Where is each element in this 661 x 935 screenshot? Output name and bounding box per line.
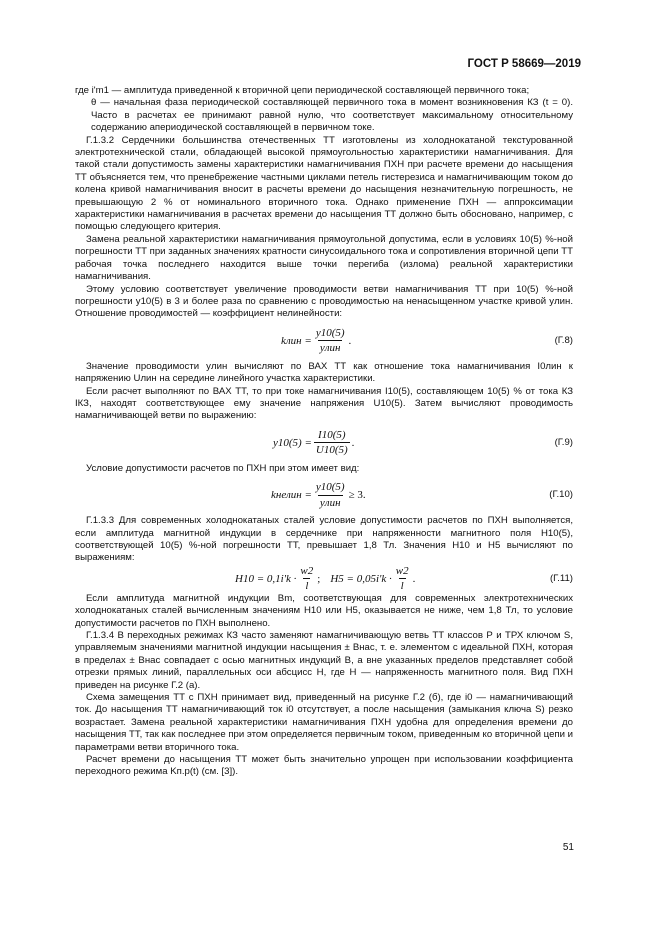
paragraph-g134: Г.1.3.4 В переходных режимах КЗ часто заменяют намагничивающую ветвь ТТ классов Р и ТРХ ключом S, управляемым значениями магнитной индукции насыщения ± Bнас, т. е. элементом с идеальной ПХН, которая в пределах ± Bнас совпадает с осью магнитных индукций B, а вне указанных пределов представляет собой отрезки прямых линий, параллельных оси абсцисс H, где H — напряженность магнитного поля. Вид ПХН приведен на рисунке Г.2 (а). bbox=[75, 630, 573, 691]
paragraph-znach: Значение проводимости yлин вычисляют по ВАХ ТТ как отношение тока намагничивания I0лин к напряжению Uлин на середине линейного участка характеристики. bbox=[75, 360, 573, 385]
paragraph-g133: Г.1.3.3 Для современных холоднокатаных сталей условие допустимости расчетов по ПХН выполняется, если амплитуда магнитной индукции в сердечнике при напряженности магнитного поля H10(5), соответствующей 10(5) %-ной погрешности ТТ, превышает 1,8 Тл. Значения H10 и H5 вычисляют по выражениям: bbox=[75, 515, 573, 564]
paragraph-esli-amplituda: Если амплитуда магнитной индукции Bm, соответствующая для современных электротехнических холоднокатаных сталей вычисленным значениям H10 или H5, оказывается не ниже, чем 1,8 Тл, то условие допустимости расчетов по ПХН выполнено. bbox=[75, 592, 573, 629]
formula-number: (Г.11) bbox=[549, 572, 573, 584]
paragraph-uslovie: Условие допустимости расчетов по ПХН при этом имеет вид: bbox=[86, 462, 360, 474]
paragraph-esli: Если расчет выполняют по ВАХ ТТ, то при токе намагничивания I10(5), составляющем 10(5) % от тока КЗ IКЗ, находят соответствующее ему значение напряжения U10(5). Затем вычисляют проводимость намагничивающей ветви по выражению: bbox=[75, 385, 573, 422]
formula-g10: kнелин = $\frac{y10(5)}{\text{yлин}}$ ≥ 3. (Г.10) bbox=[271, 481, 573, 509]
paragraph-raschet: Расчет времени до насыщения ТТ может быть значительно упрощен при использовании коэффициента переходного режима Kп.р(t) (см. [3]). bbox=[75, 754, 573, 778]
paragraph-zamena: Замена реальной характеристики намагничивания прямоугольной допустима, если в условиях 10(5) %-ной погрешности ТТ при заданных значениях кратности синусоидального тока и сопротивления вторичной цепи ТТ рабочая точка последнего находится выше точки перегиба (излома) реальной характеристики намагничивания. bbox=[75, 233, 573, 283]
where-line: где i'm1 — амплитуда приведенной к вторичной цепи периодической составляющей первичного тока; bbox=[75, 85, 530, 96]
paragraph-etomu: Этому условию соответствует увеличение проводимости ветви намагничивания ТТ при 10(5) %-ной погрешности y10(5) в 3 и более раза по сравнению с проводимостью на ненасыщенном участке кривой yлин. Отношение проводимостей — коэффициент нелинейности: bbox=[75, 283, 573, 320]
paragraph-shema: Схема замещения ТТ с ПХН принимает вид, приведенный на рисунке Г.2 (б), где i0 — намагничивающий ток. До насыщения ТТ намагничивающий ток i0 отсутствует, а после насыщения (замыкания ключа S) резко возрастает. Замена реальной характеристики намагничивания ПХН удобна для определения времени до насыщения ТТ, так как последнее при этом определяется первичным током, приведенным ко вторичной цепи и параметрами ветви вторичного тока. bbox=[75, 692, 573, 753]
formula-g8: kлин = $\frac{y10(5)}{\text{yлин}}$ . (Г.8) bbox=[281, 326, 573, 355]
page-number: 51 bbox=[562, 841, 574, 853]
theta-definition: θ — начальная фаза периодической составляющей первичного тока в момент возникновения КЗ (t = 0). Часто в расчетах ее принимают равной нулю, что соответствует максимальному относительному содержанию апериодической составляющей в первичном токе. bbox=[91, 97, 573, 134]
paragraph-g132: Г.1.3.2 Сердечники большинства отечественных ТТ изготовлены из холоднокатаной текстурованной электротехнической стали, обладающей высокой прямоугольностью характеристики намагничивания. Для такой стали допустимость замены характеристики намагничивания ПХН при расчете времени до насыщения ТТ объясняется тем, что пренебрежение частными циклами петель гистерезиса и намагничивающим током до колена кривой намагничивания вносит в расчеты времени до насыщения незначительную погрешность, не превышающую 2 % от номинального вторичного тока. Однако применение ПХН — аппроксимации характеристики намагничивания в расчетах времени до насыщения ТТ должно быть обосновано, например, с помощью следующего критерия. bbox=[75, 134, 573, 233]
formula-g9: y10(5) = $\frac{I10(5)}{U10(5)}$ . (Г.9) bbox=[273, 428, 573, 457]
formula-number: (Г.10) bbox=[549, 488, 573, 500]
formula-g11: H10 = 0,1i'k · $\frac{w2}{l}$ ; H5 = 0,05i'k · $\frac{w2}{l}$ . (Г.11) bbox=[235, 564, 573, 593]
formula-number: (Г.9) bbox=[554, 436, 573, 448]
formula-number: (Г.8) bbox=[554, 334, 573, 346]
document-code: ГОСТ Р 58669—2019 bbox=[467, 58, 581, 70]
document-body bbox=[75, 85, 573, 779]
